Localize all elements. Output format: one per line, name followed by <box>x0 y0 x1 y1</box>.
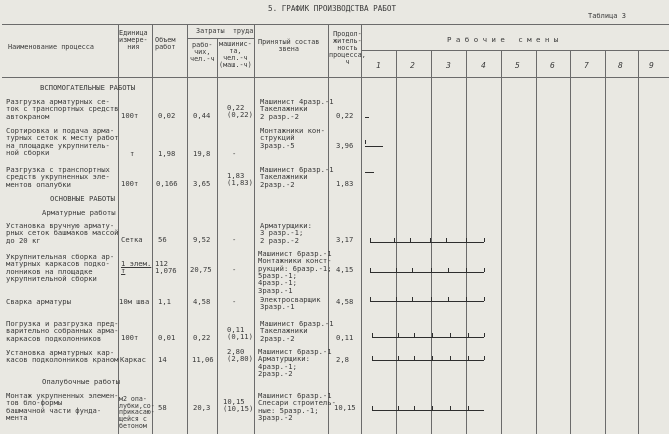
shift-number: 6 <box>550 61 555 70</box>
duration-cell: 0,22 <box>336 111 354 120</box>
volume-cell: 0,02 <box>158 111 176 120</box>
gantt-bar <box>370 301 484 302</box>
process-name: Разгрузка арматурных се- ток с транспортных средств автокраном <box>6 97 119 121</box>
gantt-tick <box>432 356 433 360</box>
header-duration: Продол- житель- ность процесса, ч <box>329 30 366 66</box>
gantt-tick <box>412 268 413 272</box>
shift-number: 5 <box>515 61 520 70</box>
gantt-tick <box>450 406 451 410</box>
header-unit: Единица измере- ния <box>119 29 148 51</box>
shift-divider <box>638 50 639 434</box>
header-top-rule <box>2 24 669 25</box>
section-heading: ВСПОМОГАТЕЛЬНЫЕ РАБОТЫ <box>40 83 136 92</box>
crew-cell: Арматурщики: 3 разр.-1; 2 разр.-2 <box>260 221 312 245</box>
header-labor-workers: рабо- чих, чел.-ч <box>190 41 215 63</box>
gantt-tick <box>448 268 449 272</box>
workers-cell: 11,06 <box>192 355 214 364</box>
machinists-cell: 10,15 (10,15) <box>223 397 254 414</box>
process-name: Монтаж укрупненных элемен- тов бло-формы башмачной части фунда- мента <box>6 391 119 423</box>
crew-cell: Машинист 6разр.-1 Слесари строитель- ные: 5разр.-1; 3разр.-2 <box>258 391 336 423</box>
machinists-cell: 0,22 (0,22) <box>227 103 253 120</box>
crew-cell: Машинист 6разр.-1 Арматурщики: 4разр.-1; 2разр.-2 <box>258 347 332 379</box>
machinists-cell: 0,11 (0,11) <box>227 325 253 342</box>
header-crew: Принятый состав звена <box>258 38 320 53</box>
shift-number: 7 <box>584 61 589 70</box>
shift-divider <box>570 50 571 434</box>
gantt-bar <box>370 242 484 243</box>
gantt-tick <box>432 406 433 410</box>
gantt-tick <box>372 333 373 337</box>
gantt-tick <box>410 238 411 242</box>
gantt-tick <box>466 238 467 242</box>
shift-divider <box>501 50 502 434</box>
duration-cell: 3,17 <box>336 235 354 244</box>
process-name: Установка арматурных кар- касов подколонников краном <box>6 348 119 365</box>
gantt-bar <box>372 410 484 411</box>
gantt-tick <box>484 238 485 242</box>
workers-cell: 4,58 <box>193 297 211 306</box>
gantt-tick <box>431 297 432 301</box>
gantt-tick <box>372 356 373 360</box>
workers-cell: 20,3 <box>193 403 211 412</box>
gantt-tick <box>398 356 399 360</box>
gantt-tick <box>398 333 399 337</box>
shift-number: 1 <box>376 61 381 70</box>
gantt-tick <box>468 406 469 410</box>
crew-cell: Машинист 6разр.-1 Такелажники 2разр.-2 <box>260 319 334 343</box>
col-divider <box>187 24 188 434</box>
subsection-heading: Арматурные работы <box>42 208 116 217</box>
shift-number: 9 <box>649 61 654 70</box>
gantt-tick <box>484 268 485 272</box>
process-name: Сортировка и подача арма- турных сеток к месту работ на площадке укрупнитель- ной сборки <box>6 126 119 158</box>
gantt-tick <box>432 333 433 337</box>
unit-cell: 1 элем. т <box>121 259 152 276</box>
gantt-tick <box>396 268 397 272</box>
page-title: 5. ГРАФИК ПРОИЗВОДСТВА РАБОТ <box>268 4 397 13</box>
gantt-tick <box>450 333 451 337</box>
gantt-tick <box>412 297 413 301</box>
header-labor-group: Затраты труда <box>196 27 254 35</box>
subsection-heading: Опалубочные работы <box>42 377 120 386</box>
table-label: Таблица 3 <box>588 12 626 20</box>
unit-cell: 100т <box>121 179 139 188</box>
unit-cell: 100т <box>121 333 139 342</box>
col-divider <box>152 24 153 434</box>
gantt-tick <box>370 238 371 242</box>
gantt-tick <box>468 356 469 360</box>
gantt-tick <box>365 140 366 144</box>
gantt-tick <box>414 333 415 337</box>
duration-cell: 1,83 <box>336 179 354 188</box>
header-labor-machinists: машинис- та, чел.-ч (маш.-ч) <box>219 40 252 69</box>
unit-cell: м2 опа- лубки,со- прикасаю- щейся с бетоном <box>119 395 155 430</box>
header-bottom-rule <box>2 77 669 78</box>
gantt-tick <box>446 238 447 242</box>
gantt-bar <box>372 360 484 361</box>
machinists-cell: - <box>232 149 237 158</box>
duration-cell: 4,15 <box>336 265 354 274</box>
gantt-tick <box>414 406 415 410</box>
col-divider <box>254 24 255 434</box>
header-name: Наименование процесса <box>8 43 94 51</box>
volume-cell: 14 <box>158 355 167 364</box>
col-divider <box>217 38 218 434</box>
gantt-tick <box>414 356 415 360</box>
workers-cell: 0,22 <box>193 333 211 342</box>
volume-cell: 112 1,076 <box>155 259 177 276</box>
gantt-tick <box>466 297 467 301</box>
workers-cell: 19,8 <box>193 149 211 158</box>
gantt-tick <box>372 406 373 410</box>
crew-cell: Машинист 6разр.-1 Монтажники конст- рукций: 6разр.-1; 5разр.-1; 4разр.-1; 3разр.-1 <box>258 249 332 295</box>
gantt-tick <box>484 333 485 337</box>
process-name: Разгрузка с транспортных средств укрупненных эле- ментов опалубки <box>6 165 110 189</box>
shift-divider <box>605 50 606 434</box>
gantt-tick <box>370 268 371 272</box>
unit-cell: Сетка <box>121 235 143 244</box>
crew-cell: Электросварщик 3разр.-1 <box>260 295 321 312</box>
process-name: Сварка арматуры <box>6 297 71 306</box>
duration-cell: 10,15 <box>334 403 356 412</box>
header-shifts: Р а б о ч и е с м е н ы <box>447 35 559 44</box>
gantt-bar <box>370 272 484 273</box>
labor-group-rule <box>187 38 254 39</box>
duration-cell: 0,11 <box>336 333 354 342</box>
col-divider <box>361 24 362 434</box>
volume-cell: 0,01 <box>158 333 176 342</box>
gantt-tick <box>394 238 395 242</box>
machinists-cell: - <box>232 265 237 274</box>
gantt-tick <box>396 297 397 301</box>
gantt-tick <box>450 356 451 360</box>
shifts-rule <box>361 50 669 51</box>
machinists-cell: 1,83 (1,83) <box>227 171 253 188</box>
unit-cell: Каркас <box>120 355 146 364</box>
volume-cell: 58 <box>158 403 167 412</box>
process-name: Укрупнительная сборка ар- матурных каркасов подко- лонников на площадке укрупнительной сборки <box>6 252 115 284</box>
gantt-tick <box>398 406 399 410</box>
volume-cell: 1,98 <box>158 149 176 158</box>
workers-cell: 9,52 <box>193 235 211 244</box>
gantt-bar <box>365 117 369 118</box>
workers-cell: 3,65 <box>193 179 211 188</box>
workers-cell: 20,75 <box>190 265 212 274</box>
duration-cell: 3,96 <box>336 141 354 150</box>
shift-number: 4 <box>481 61 486 70</box>
shift-number: 8 <box>618 61 623 70</box>
gantt-tick <box>448 297 449 301</box>
shift-number: 3 <box>446 61 451 70</box>
shift-divider <box>536 50 537 434</box>
volume-cell: 56 <box>158 235 167 244</box>
duration-cell: 4,58 <box>336 297 354 306</box>
gantt-tick <box>370 297 371 301</box>
section-heading: ОСНОВНЫЕ РАБОТЫ <box>50 194 115 203</box>
gantt-tick <box>468 333 469 337</box>
gantt-tick <box>430 238 431 242</box>
gantt-tick <box>466 268 467 272</box>
gantt-bar <box>365 146 383 147</box>
gantt-tick <box>484 356 485 360</box>
machinists-cell: 2,80 (2,80) <box>227 347 253 364</box>
workers-cell: 0,44 <box>193 111 211 120</box>
process-name: Погрузка и разгрузка пред- варительно собранных арма- каркасов подколонников <box>6 319 119 343</box>
machinists-cell: - <box>232 235 237 244</box>
crew-cell: Машинист 4разр.-1 Такелажники 2 разр.-2 <box>260 97 334 121</box>
crew-cell: Монтажники кон- струкций 3разр.-5 <box>260 126 325 150</box>
unit-cell: т <box>130 149 135 158</box>
crew-cell: Машинист 6разр.-1 Такелажники 2разр.-2 <box>260 165 334 189</box>
process-name: Установка вручную армату- рных сеток башмаков массой до 20 кг <box>6 221 119 245</box>
shift-number: 2 <box>410 61 415 70</box>
gantt-bar <box>365 172 374 173</box>
unit-cell: 100т <box>121 111 139 120</box>
gantt-tick <box>484 297 485 301</box>
gantt-tick <box>431 268 432 272</box>
gantt-bar <box>372 337 484 338</box>
duration-cell: 2,8 <box>336 355 349 364</box>
volume-cell: 1,1 <box>158 297 171 306</box>
volume-cell: 0,166 <box>156 179 178 188</box>
unit-cell: 10м шва <box>119 297 150 306</box>
machinists-cell: - <box>232 297 237 306</box>
header-volume: Объем работ <box>155 36 176 51</box>
